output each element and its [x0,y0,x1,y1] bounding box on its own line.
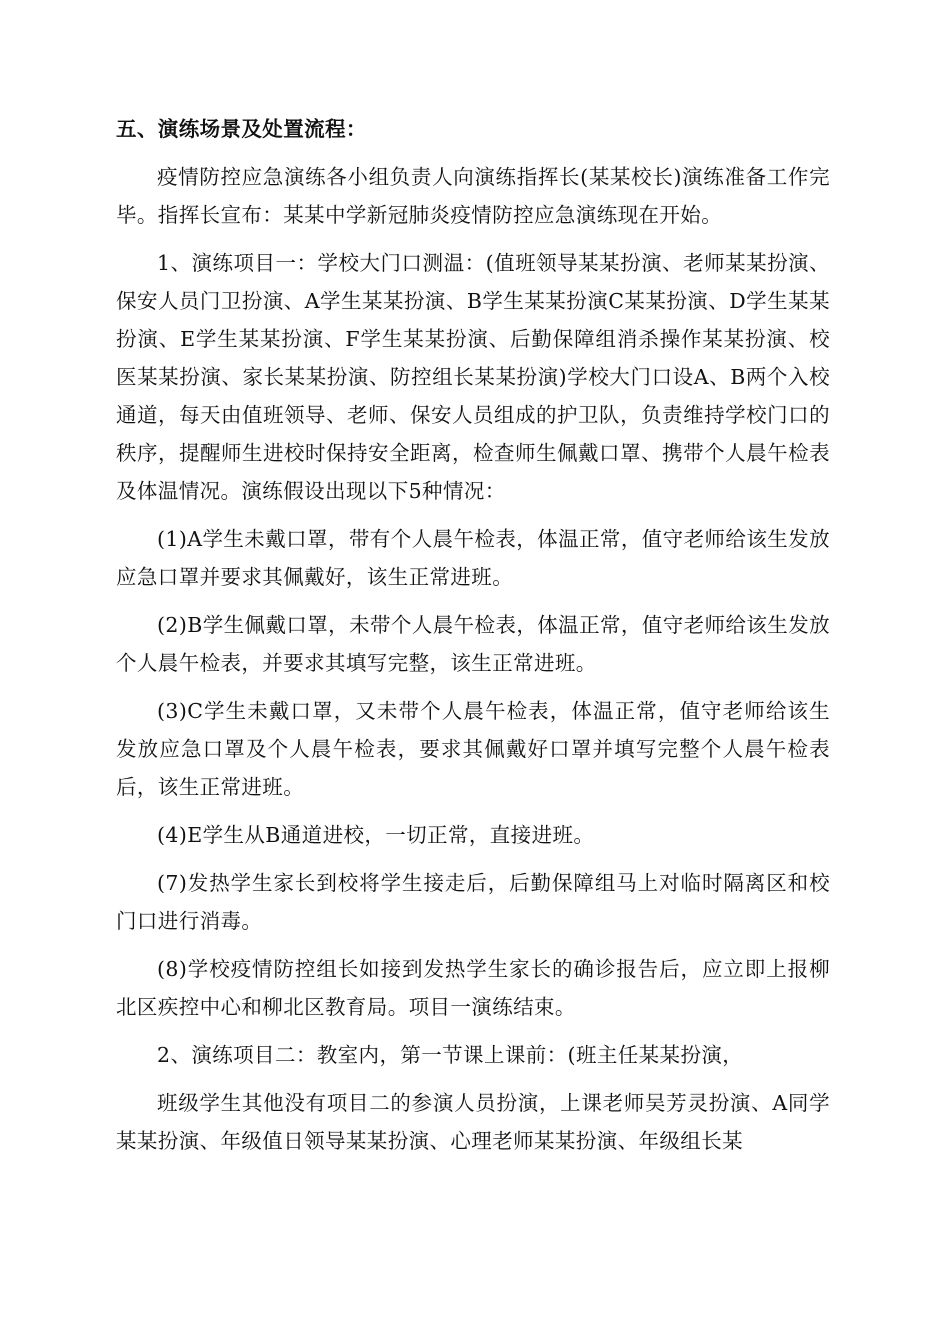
paragraph-drill-item-two-participants: 班级学生其他没有项目二的参演人员扮演，上课老师吴芳灵扮演、A同学某某扮演、年级值日领导某某扮演、心理老师某某扮演、年级组长某 [116,1091,830,1153]
paragraph-drill-item-one: 1、演练项目一：学校大门口测温：(值班领导某某扮演、老师某某扮演、保安人员门卫扮演、A学生某某扮演、B学生某某扮演C某某扮演、D学生某某扮演、E学生某某扮演、F学生某某扮演、后勤保障组消杀操作某某扮演、校医某某扮演、家长某某扮演、防控组长某某扮演)学校大门口设A、B两个入校通道，每天由值班领导、老师、保安人员组成的护卫队，负责维持学校门口的秩序，提醒师生进校时保持安全距离，检查师生佩戴口罩、携带个人晨午检表及体温情况。演练假设出现以下5种情况： [116,251,830,503]
section-heading: 五、演练场景及处置流程： [116,117,367,141]
paragraph-case-3: (3)C学生未戴口罩，又未带个人晨午检表，体温正常，值守老师给该生发放应急口罩及个人晨午检表，要求其佩戴好口罩并填写完整个人晨午检表后，该生正常进班。 [116,699,830,799]
document-body [116,110,830,1170]
paragraph-case-4: (4)E学生从B通道进校，一切正常，直接进班。 [157,823,595,847]
paragraph-case-7: (7)发热学生家长到校将学生接走后，后勤保障组马上对临时隔离区和校门口进行消毒。 [116,871,830,933]
paragraph-case-1: (1)A学生未戴口罩，带有个人晨午检表，体温正常，值守老师给该生发放应急口罩并要求其佩戴好，该生正常进班。 [116,527,830,589]
paragraph-case-8: (8)学校疫情防控组长如接到发热学生家长的确诊报告后，应立即上报柳北区疾控中心和柳北区教育局。项目一演练结束。 [116,957,830,1019]
paragraph-case-2: (2)B学生佩戴口罩，未带个人晨午检表，体温正常，值守老师给该生发放个人晨午检表，并要求其填写完整，该生正常进班。 [116,613,830,675]
paragraph-drill-item-two: 2、演练项目二：教室内，第一节课上课前：(班主任某某扮演， [157,1043,744,1067]
paragraph-intro: 疫情防控应急演练各小组负责人向演练指挥长(某某校长)演练准备工作完毕。指挥长宣布：某某中学新冠肺炎疫情防控应急演练现在开始。 [116,165,830,227]
